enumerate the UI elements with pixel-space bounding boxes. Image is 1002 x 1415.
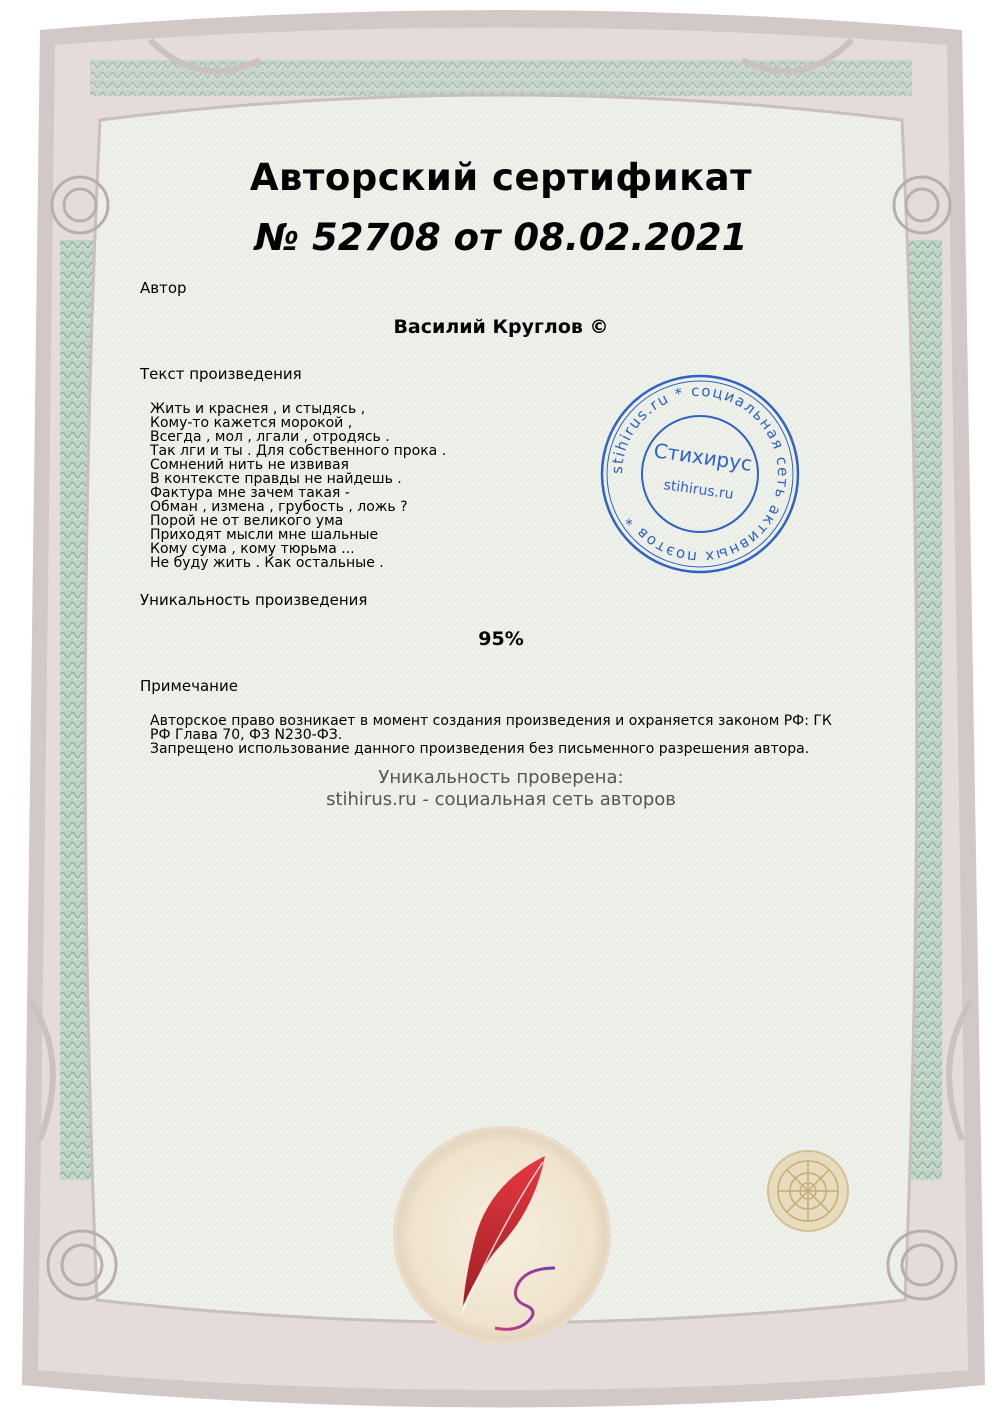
poem-line: Приходят мысли мне шальные [150, 527, 379, 543]
feather-logo [395, 1128, 610, 1343]
poem-line: Так лги и ты . Для собственного прока . [150, 443, 447, 459]
uniqueness-label: Уникальность произведения [140, 591, 368, 609]
stamp-icon [598, 372, 802, 576]
poem-line: Кому сума , кому тюрьма ... [150, 541, 355, 557]
poem-line: Не буду жить . Как остальные . [150, 555, 384, 571]
certificate-number: № 52708 от 08.02.2021 [254, 216, 748, 259]
certificate-title: Авторский сертификат [249, 156, 753, 199]
poem-line: Жить и краснея , и стыдясь , [150, 401, 366, 417]
poem-line: Кому-то кажется морокой , [150, 415, 353, 431]
poem-line: Порой не от великого ума [150, 513, 344, 529]
work-label: Текст произведения [140, 365, 302, 383]
poem-text [150, 402, 570, 570]
poem-line: В контексте правды не найдешь . [150, 471, 402, 487]
poem-line: Фактура мне зачем такая - [150, 485, 350, 501]
uniqueness-value: 95% [478, 628, 524, 650]
note-label: Примечание [140, 677, 238, 695]
poem-line: Обман , измена , грубость , ложь ? [150, 499, 408, 515]
poem-line: Сомнений нить не извивая [150, 457, 349, 473]
stamp-subtitle: stihirus.ru [662, 477, 735, 503]
author-name: Василий Круглов © [393, 316, 609, 338]
verification-line-2: stihirus.ru - социальная сеть авторов [326, 789, 676, 810]
gold-seal-icon [765, 1148, 851, 1234]
note-line-2: Запрещено использование данного произведения без письменного разрешения автора. [150, 741, 810, 757]
stamp-title: Стихирус [652, 438, 754, 476]
verification-line-1: Уникальность проверена: [378, 767, 624, 788]
author-label: Автор [140, 279, 187, 297]
stamp-ring-text: stihirus.ru * социальная сеть активных поэтов * [607, 381, 793, 567]
note-text [150, 714, 850, 756]
note-line-1: Авторское право возникает в момент создания произведения и охраняется законом РФ: ГК РФ Глава 70, ФЗ N230-ФЗ. [150, 713, 832, 743]
poem-line: Всегда , мол , лгали , отродясь . [150, 429, 390, 445]
